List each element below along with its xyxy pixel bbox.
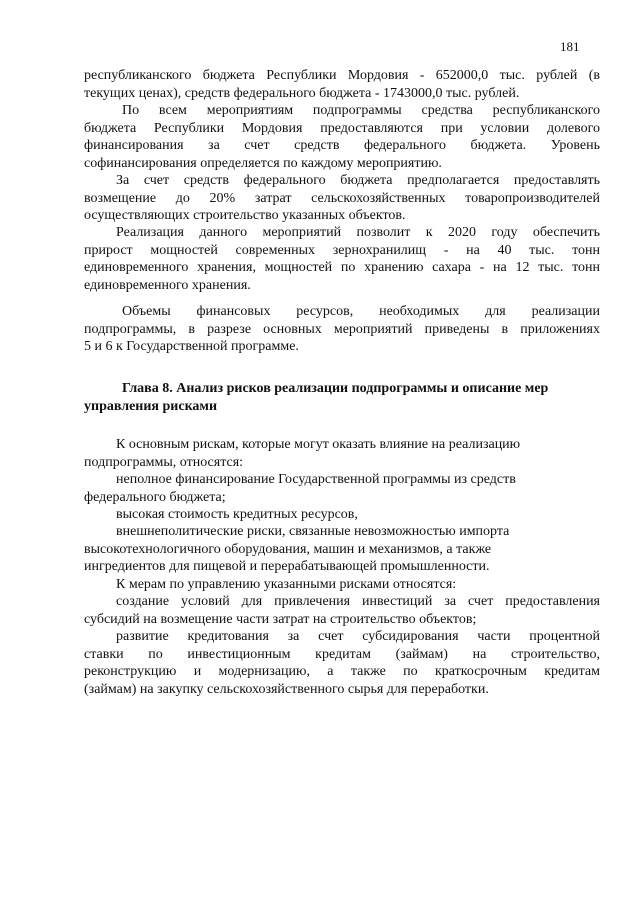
measure-item-credit-subsidy — [84, 628, 600, 698]
text-line: неполное финансирование Государственной программы из средств — [116, 472, 516, 487]
text-line: бюджета Республики Мордовия предоставляются при условии долевого — [84, 120, 600, 136]
text-line: За счет средств федерального бюджета предполагается предоставлять — [116, 173, 600, 188]
text-line: высокая стоимость кредитных ресурсов, — [116, 507, 358, 522]
text-line: финансирования за счет средств федерального бюджета. Уровень — [84, 138, 600, 153]
measure-item-investment — [84, 593, 600, 628]
paragraph-budget-sources — [84, 67, 600, 102]
heading-line: Глава 8. Анализ рисков реализации подпрограммы и описание мер — [122, 381, 549, 396]
text-line: единовременного хранения, мощностей по хранению сахара - на 12 тыс. тонн — [84, 260, 600, 275]
text-line: К основным рискам, которые могут оказать влияние на реализацию — [116, 437, 521, 452]
text-line: подпрограммы, относятся: — [84, 454, 244, 470]
text-line: внешнеполитические риски, связанные невозможностью импорта — [116, 524, 510, 539]
heading-line: управления рисками — [84, 398, 218, 414]
text-line: высокотехнологичного оборудования, машин и механизмов, а также — [84, 541, 492, 557]
risk-item-underfunding — [84, 471, 600, 506]
text-line: федерального бюджета; — [84, 489, 226, 505]
text-line: (займам) на закупку сельскохозяйственного сырья для переработки. — [84, 681, 489, 697]
risk-item-credit-cost — [84, 506, 600, 524]
text-line: подпрограммы, в разрезе основных мероприятий приведены в приложениях — [84, 321, 600, 337]
text-line: республиканского бюджета Республики Мордовия - 652000,0 тыс. рублей (в — [84, 68, 600, 83]
text-line: осуществляющих строительство указанных объектов. — [84, 208, 406, 223]
text-line: ставки по инвестиционным кредитам (займам) на строительство, — [84, 646, 600, 662]
text-line: Объемы финансовых ресурсов, необходимых для реализации — [122, 304, 600, 319]
text-line: развитие кредитования за счет субсидирования части процентной — [116, 629, 600, 644]
paragraph-risk-measures — [84, 576, 600, 594]
text-line: Реализация данного мероприятий позволит к 2020 году обеспечить — [116, 225, 600, 240]
text-line: единовременного хранения. — [84, 277, 251, 293]
paragraph-capacity-growth — [84, 224, 600, 294]
chapter-heading — [84, 380, 600, 415]
risk-item-foreign-policy — [84, 523, 600, 576]
text-line: создание условий для привлечения инвестиций за счет предоставления — [116, 594, 600, 609]
text-line: 5 и 6 к Государственной программе. — [84, 339, 299, 354]
text-line: субсидий на возмещение части затрат на строительство объектов; — [84, 611, 477, 627]
text-line: По всем мероприятиям подпрограммы средства республиканского — [122, 103, 600, 118]
text-line: прирост мощностей современных зернохранилищ - на 40 тыс. тонн — [84, 242, 600, 258]
paragraph-cofinancing — [84, 102, 600, 172]
text-line: ингредиентов для пищевой и перерабатывающей промышленности. — [84, 559, 490, 574]
text-line: софинансирования определяется по каждому мероприятию. — [84, 155, 442, 171]
text-line: К мерам по управлению указанными рисками относятся: — [116, 577, 457, 592]
paragraph-financial-resources — [84, 303, 600, 356]
paragraph-federal-reimbursement — [84, 172, 600, 225]
text-line: возмещение до 20% затрат сельскохозяйственных товаропроизводителей — [84, 190, 600, 206]
text-line: текущих ценах), средств федерального бюджета - 1743000,0 тыс. рублей. — [84, 85, 520, 101]
text-line: реконструкцию и модернизацию, а также по краткосрочным кредитам — [84, 664, 600, 679]
paragraph-main-risks — [84, 436, 600, 471]
page-number: 181 — [560, 39, 580, 54]
